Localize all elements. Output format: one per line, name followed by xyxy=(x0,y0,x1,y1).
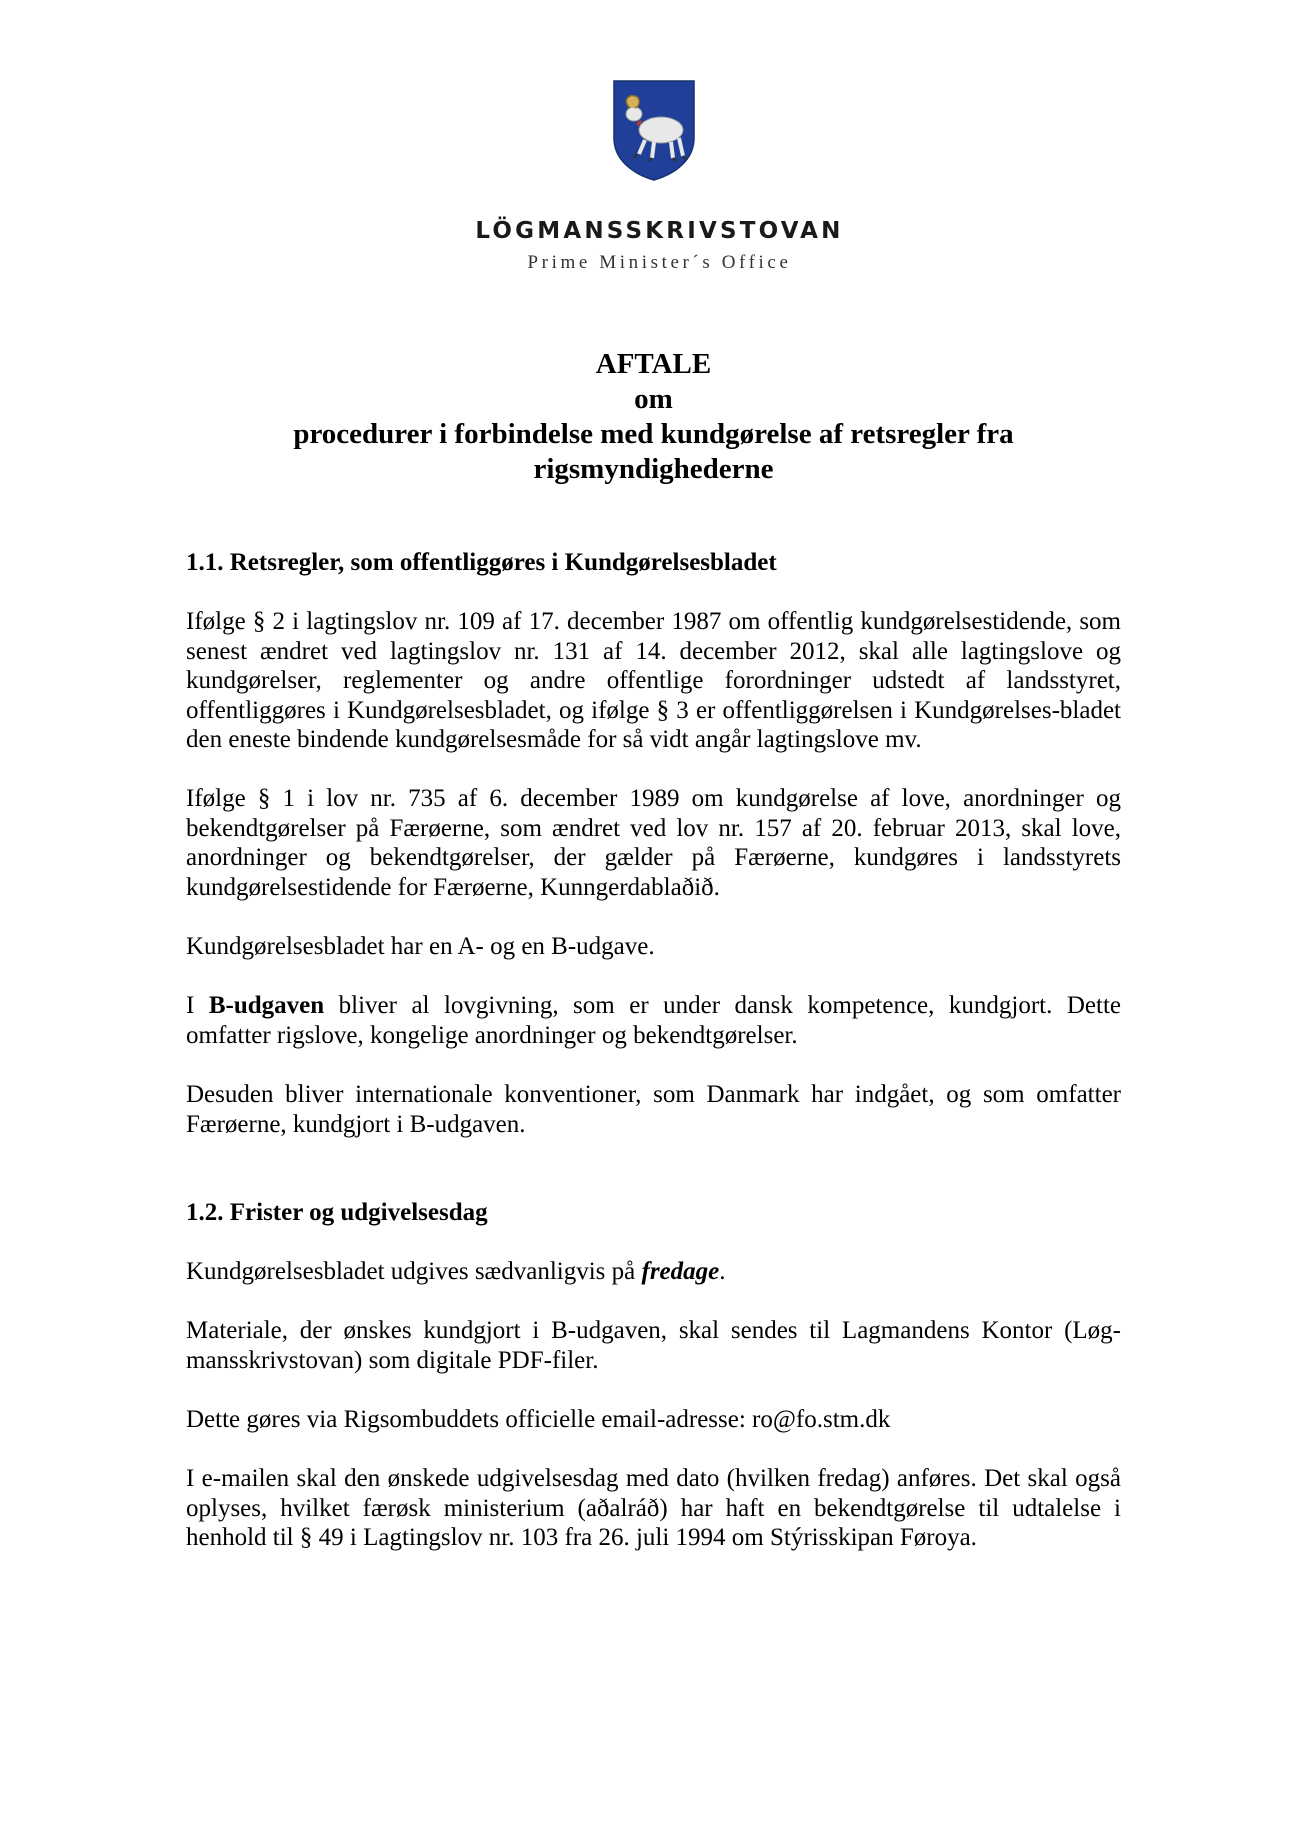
paragraph: Materiale, der ønskes kundgjort i B-udgaven, skal sendes til Lagmandens Kontor (Løg-mansskrivstovan) som digitale PDF-filer. xyxy=(186,1317,1121,1374)
paragraph: Kundgørelsesbladet har en A- og en B-udgave. xyxy=(186,933,655,960)
paragraph xyxy=(186,991,1121,1050)
paragraph-text: I xyxy=(186,992,209,1019)
section-heading-1-1: 1.1. Retsregler, som offentliggøres i Kundgørelsesbladet xyxy=(186,549,777,576)
organization-subtitle: Prime Minister´s Office xyxy=(527,252,792,273)
paragraph: Dette gøres via Rigsombuddets officielle email-adresse: ro@fo.stm.dk xyxy=(186,1406,891,1433)
paragraph-text: . xyxy=(719,1258,726,1285)
title-line-4: rigsmyndighederne xyxy=(533,453,774,485)
emphasis-text: fredage xyxy=(641,1258,720,1285)
document-title xyxy=(0,347,1307,487)
paragraph: Desuden bliver internationale konventioner, som Danmark har indgået, og som omfatter Færøerne, kundgjort i B-udgaven. xyxy=(186,1081,1121,1138)
title-line-2: om xyxy=(634,383,673,415)
title-line-3: procedurer i forbindelse med kundgørelse af retsregler fra xyxy=(293,418,1014,450)
ram-coat-of-arms-icon xyxy=(611,78,697,182)
paragraph: I e-mailen skal den ønskede udgivelsesdag med dato (hvilken fredag) anføres. Det skal også oplyses, hvilket færøsk ministerium (aðalráð) har haft en bekendtgørelse til udtalelse i henhold til § 49 i Lagtingslov nr. 103 fra 26. juli 1994 om Stýrisskipan Føroya. xyxy=(186,1465,1121,1551)
paragraph xyxy=(186,1257,1121,1287)
section-heading-1-2: 1.2. Frister og udgivelsesdag xyxy=(186,1199,488,1226)
paragraph: Ifølge § 2 i lagtingslov nr. 109 af 17. december 1987 om offentlig kundgørelsestidende, som senest ændret ved lagtingslov nr. 131 af 14. december 2012, skal alle lagtingslove og kundgørelser, reglementer og andre offentlige forordninger udstedt af landsstyret, offentliggøres i Kundgørelsesbladet, og ifølge § 3 er offentliggørelsen i Kundgørelses-bladet den eneste bindende kundgørelsesmåde for så vidt angår lagtingslove mv. xyxy=(186,608,1121,753)
title-line-1: AFTALE xyxy=(595,348,712,380)
paragraph-text: Kundgørelsesbladet udgives sædvanligvis på xyxy=(186,1258,642,1285)
letterhead xyxy=(0,78,1307,274)
paragraph: Ifølge § 1 i lov nr. 735 af 6. december 1989 om kundgørelse af love, anordninger og bekendtgørelser på Færøerne, som ændret ved lov nr. 157 af 20. februar 2013, skal love, anordninger og bekendtgørelser, der gælder på Færøerne, kundgøres i landsstyrets kundgørelsestidende for Færøerne, Kunngerdablaðið. xyxy=(186,785,1121,901)
paragraph-text: bliver al lovgivning, som er under dansk kompetence, kundgjort. Dette omfatter rigslove, kongelige anordninger og bekendtgørelser. xyxy=(186,992,1122,1049)
organization-name: LÖGMANSSKRIVSTOVAN xyxy=(475,218,844,244)
emphasis-text: B-udgaven xyxy=(208,992,325,1019)
